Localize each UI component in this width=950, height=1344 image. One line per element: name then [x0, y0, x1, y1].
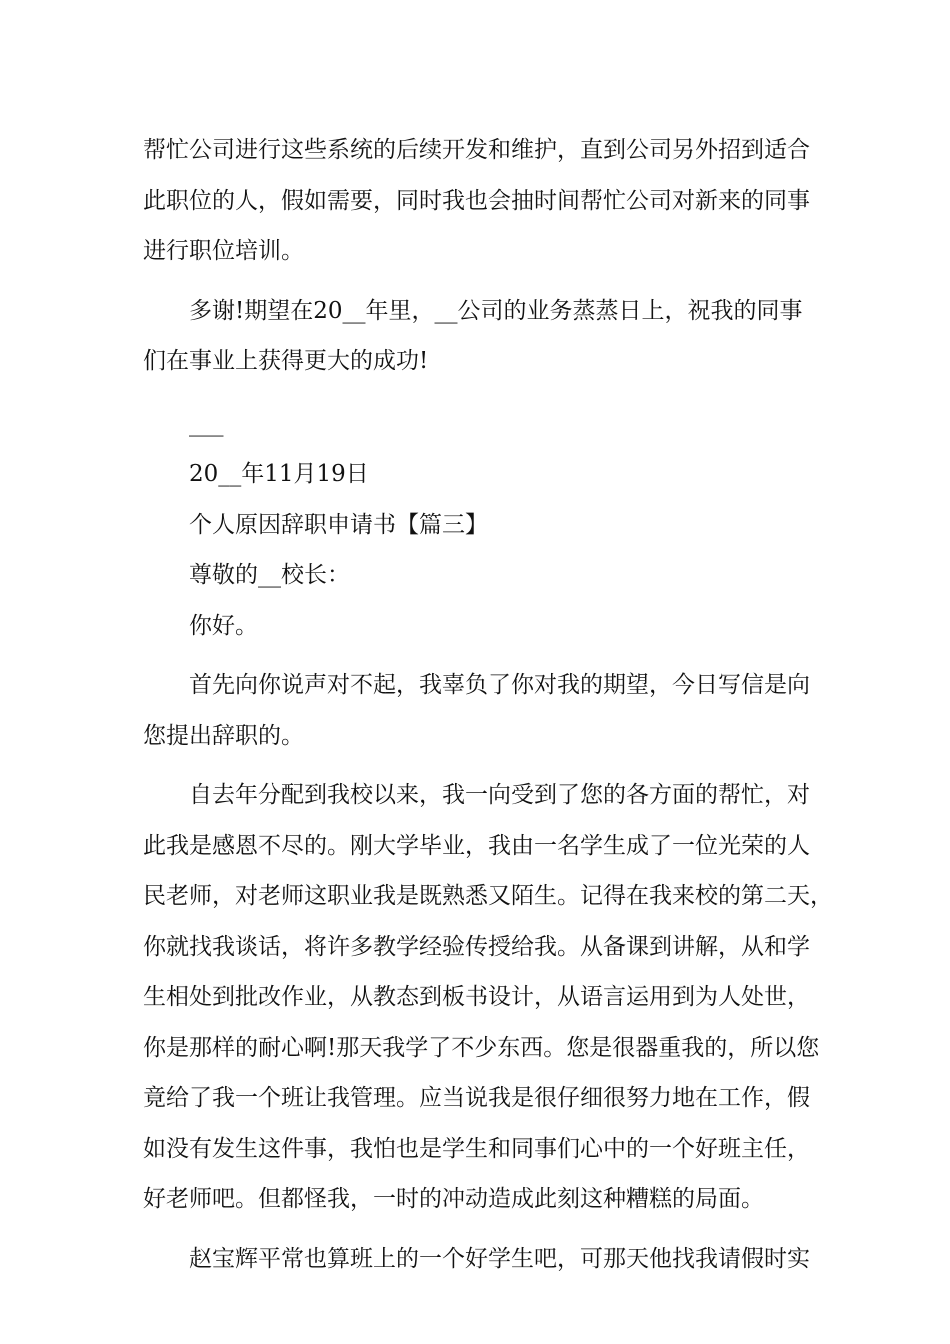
paragraph-line: 如没有发生这件事，我怕也是学生和同事们心中的一个好班主任， [143, 1135, 810, 1162]
paragraph-line: 你就找我谈话，将许多教学经验传授给我。从备课到讲解，从和学 [143, 933, 810, 960]
paragraph-line: 赵宝辉平常也算班上的一个好学生吧，可那天他找我请假时实 [189, 1245, 810, 1272]
paragraph-line: 自去年分配到我校以来，我一向受到了您的各方面的帮忙，对 [189, 782, 810, 808]
salutation: 尊敬的__校长： [189, 562, 350, 588]
paragraph-line: 好老师吧。但都怪我，一时的冲动造成此刻这种糟糕的局面。 [143, 1186, 764, 1212]
paragraph-line: 您提出辞职的。 [143, 722, 304, 749]
paragraph-line: 此职位的人，假如需要，同时我也会抽时间帮忙公司对新来的同事 [143, 187, 810, 214]
paragraph-line: 民老师，对老师这职业我是既熟悉又陌生。记得在我来校的第二天， [143, 883, 833, 909]
greeting: 你好。 [189, 612, 258, 639]
paragraph-line: 多谢!期望在20__年里，__公司的业务蒸蒸日上，祝我的同事 [189, 297, 803, 324]
paragraph-line: 你是那样的耐心啊!那天我学了不少东西。您是很器重我的，所以您 [143, 1034, 820, 1061]
paragraph-line: 进行职位培训。 [143, 238, 304, 264]
paragraph-line: 们在事业上获得更大的成功! [143, 348, 429, 374]
date-line: 20__年11月19日 [189, 461, 369, 487]
signature-blank: ___ [189, 410, 224, 437]
paragraph-line: 帮忙公司进行这些系统的后续开发和维护，直到公司另外招到适合 [143, 137, 810, 163]
paragraph-line: 竟给了我一个班让我管理。应当说我是很仔细很努力地在工作，假 [143, 1085, 810, 1111]
document-body [143, 125, 833, 1284]
paragraph-line: 生相处到批改作业，从教态到板书设计，从语言运用到为人处世， [143, 984, 810, 1010]
paragraph-line: 此我是感恩不尽的。刚大学毕业，我由一名学生成了一位光荣的人 [143, 832, 810, 859]
section-title: 个人原因辞职申请书【篇三】 [189, 511, 488, 538]
paragraph-line: 首先向你说声对不起，我辜负了你对我的期望，今日写信是向 [189, 672, 810, 698]
